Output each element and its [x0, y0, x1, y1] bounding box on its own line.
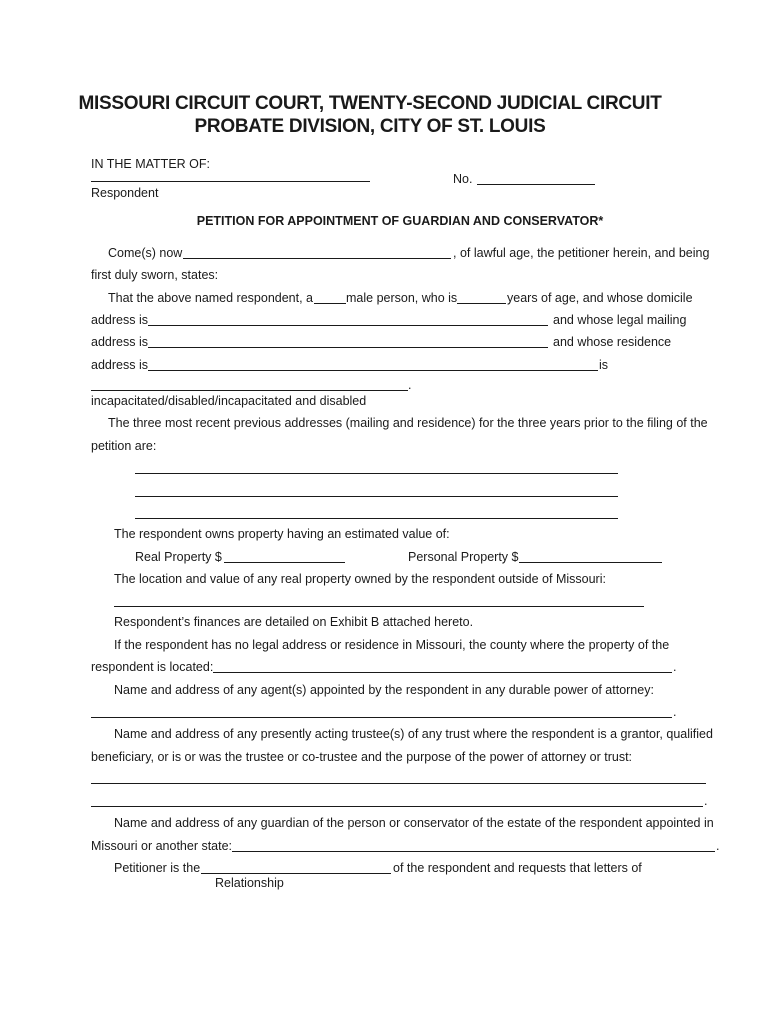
respondent-label: Respondent	[91, 186, 159, 200]
case-number-field[interactable]	[477, 184, 595, 185]
petitioner-is-label: Petitioner is the	[114, 861, 201, 875]
residence-text: and whose residence	[553, 335, 672, 349]
matter-label: IN THE MATTER OF:	[91, 157, 210, 171]
legal-mailing-text: and whose legal mailing	[553, 313, 687, 327]
residence-address-label: address is	[91, 358, 148, 372]
case-number-label: No.	[453, 172, 473, 186]
respondent-desc-label: That the above named respondent, a	[108, 291, 314, 305]
relationship-caption: Relationship	[215, 876, 284, 890]
incapacity-period: .	[408, 378, 412, 392]
requests-letters-text: of the respondent and requests that letters of	[393, 861, 642, 875]
personal-property-label: Personal Property $	[408, 550, 519, 564]
mailing-address-label: address is	[91, 335, 148, 349]
respondent-name-field[interactable]	[91, 181, 370, 182]
is-text: is	[599, 358, 609, 372]
gender-field[interactable]	[314, 303, 346, 304]
comes-now-label: Come(s) now	[108, 246, 183, 260]
finances-text: Respondent’s finances are detailed on Exhibit B attached hereto.	[114, 615, 474, 629]
trustees-field-1[interactable]	[91, 783, 706, 784]
domicile-address-label: address is	[91, 313, 148, 327]
residence-address-field[interactable]	[148, 370, 598, 371]
lawful-age-text: , of lawful age, the petitioner herein, and being	[453, 246, 710, 260]
mailing-address-field[interactable]	[148, 347, 548, 348]
guardian-period: .	[716, 839, 720, 853]
agents-text: Name and address of any agent(s) appointed by the respondent in any durable power of attorney:	[114, 683, 654, 697]
located-label: respondent is located:	[91, 660, 214, 674]
personal-property-field[interactable]	[519, 562, 662, 563]
petition-title: PETITION FOR APPOINTMENT OF GUARDIAN AND CONSERVATOR*	[196, 214, 604, 228]
owns-property-text: The respondent owns property having an estimated value of:	[114, 527, 450, 541]
no-legal-address-text: If the respondent has no legal address or residence in Missouri, the county where the property of the	[114, 638, 670, 652]
trustees-period: .	[704, 794, 708, 808]
prev-addresses-text-cont: petition are:	[91, 439, 157, 453]
prev-address-field-2[interactable]	[135, 496, 618, 497]
trustees-text: Name and address of any presently acting trustee(s) of any trust where the respondent is a grantor, qualified	[114, 727, 713, 741]
domicile-address-field[interactable]	[148, 325, 548, 326]
prev-addresses-text: The three most recent previous addresses (mailing and residence) for the three years prior to the filing of the	[108, 416, 708, 430]
real-property-field[interactable]	[224, 562, 345, 563]
real-property-label: Real Property $	[135, 550, 222, 564]
prev-address-field-3[interactable]	[135, 518, 618, 519]
guardian-text: Name and address of any guardian of the person or conservator of the estate of the respondent appointed in	[114, 816, 714, 830]
years-of-age-text: years of age, and whose domicile	[507, 291, 693, 305]
county-period: .	[673, 660, 677, 674]
agents-period: .	[673, 705, 677, 719]
agents-field[interactable]	[91, 717, 672, 718]
county-field[interactable]	[213, 672, 672, 673]
guardian-label: Missouri or another state:	[91, 839, 233, 853]
incapacity-field[interactable]	[91, 390, 408, 391]
guardian-field[interactable]	[232, 851, 715, 852]
sworn-text: first duly sworn, states:	[91, 268, 219, 282]
age-field[interactable]	[457, 303, 506, 304]
outside-missouri-text: The location and value of any real property owned by the respondent outside of Missouri:	[114, 572, 606, 586]
incapacity-options: incapacitated/disabled/incapacitated and disabled	[91, 394, 367, 408]
court-heading: MISSOURI CIRCUIT COURT, TWENTY-SECOND JUDICIAL CIRCUIT	[78, 93, 662, 114]
trustees-field-2[interactable]	[91, 806, 703, 807]
male-person-text: male person, who is	[346, 291, 458, 305]
outside-missouri-field[interactable]	[114, 606, 644, 607]
relationship-field[interactable]	[201, 873, 391, 874]
trustees-text-cont: beneficiary, or is or was the trustee or co-trustee and the purpose of the power of attorney or trust:	[91, 750, 633, 764]
division-heading: PROBATE DIVISION, CITY OF ST. LOUIS	[194, 116, 546, 137]
petitioner-name-field[interactable]	[183, 258, 451, 259]
prev-address-field-1[interactable]	[135, 473, 618, 474]
